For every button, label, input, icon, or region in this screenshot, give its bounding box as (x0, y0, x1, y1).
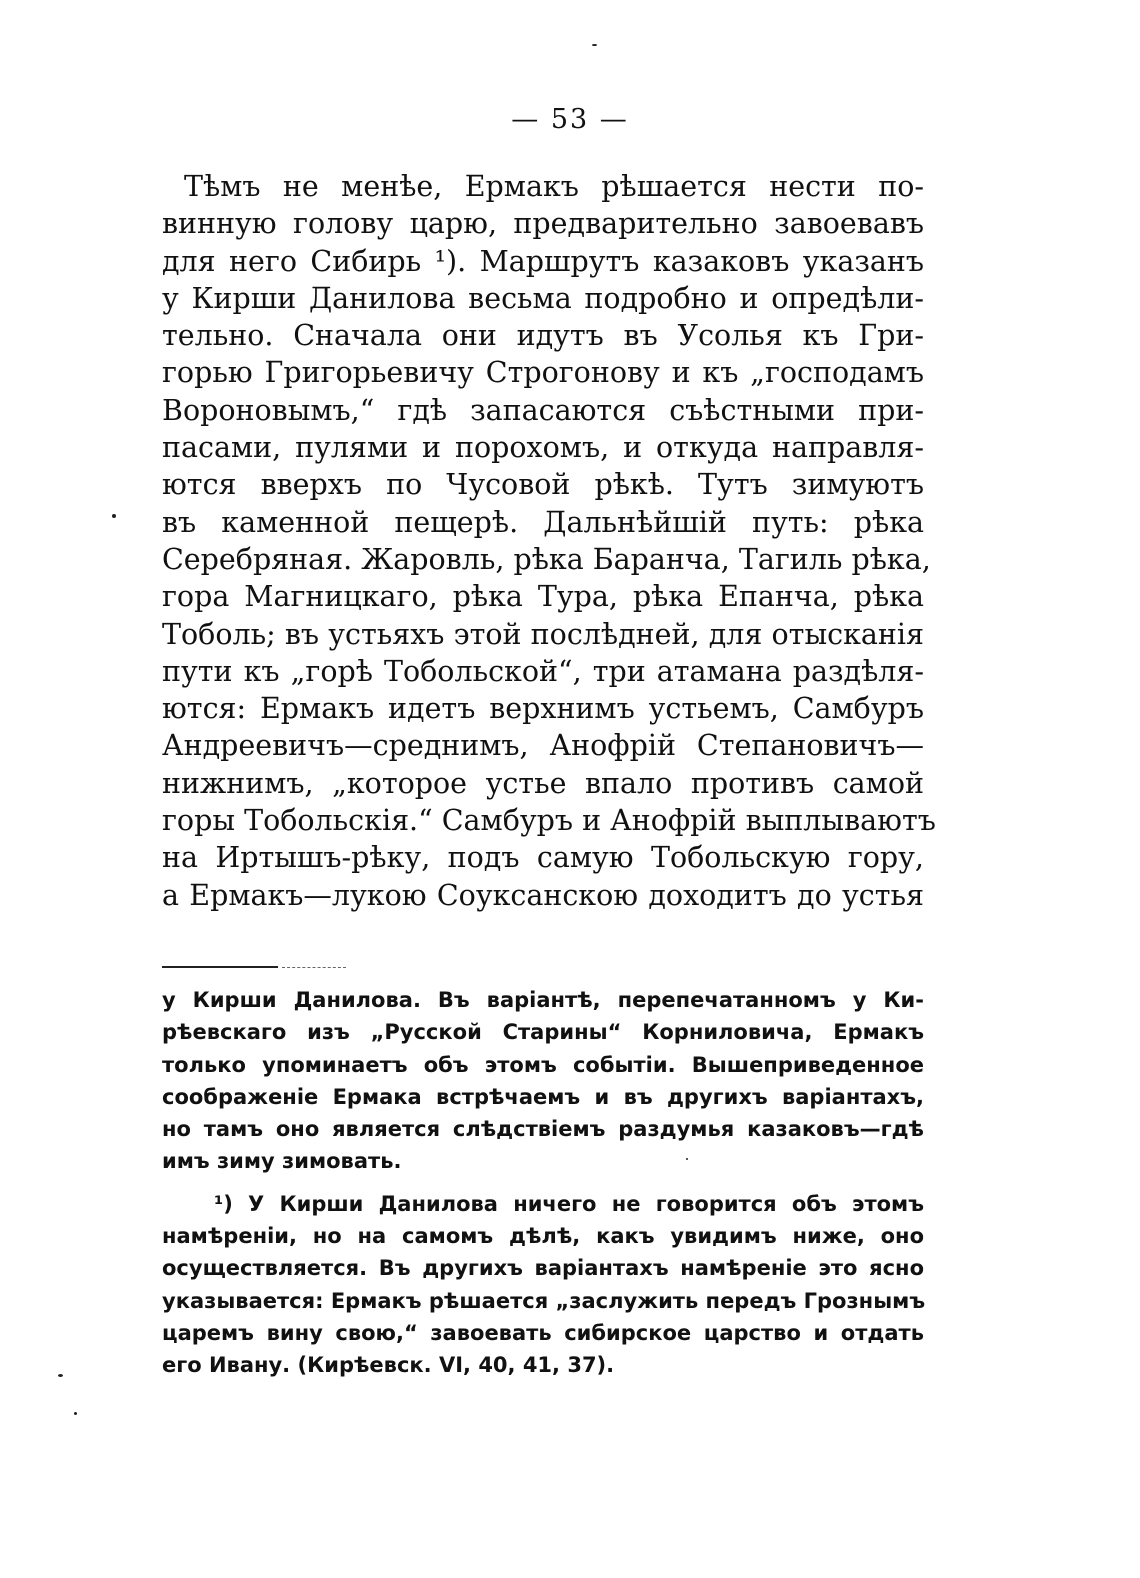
text-line: на Иртышъ-рѣку, подъ самую Тобольскую гору, (162, 841, 924, 875)
footnote-line: его Ивану. (Кирѣевск. VI, 40, 41, 37). (162, 1353, 615, 1378)
text-line: Андреевичъ—среднимъ, Анофрій Степановичъ— (162, 729, 924, 763)
text-line: Вороновымъ,“ гдѣ запасаются съѣстными при- (162, 393, 924, 427)
text-line: а Ермакъ—лукою Соуксанскою доходитъ до устья (162, 878, 924, 912)
scan-speck (592, 44, 597, 46)
footnote-line: соображеніе Ермака встрѣчаемъ и въ другихъ варіантахъ, (162, 1084, 924, 1109)
text-line: въ каменной пещерѣ. Дальнѣйшій путь: рѣка (162, 505, 924, 539)
footnote-line: осуществляется. Въ другихъ варіантахъ намѣреніе это ясно (162, 1256, 924, 1281)
scan-speck (112, 514, 116, 518)
footnotes (162, 984, 924, 1382)
text-line: у Кирши Данилова весьма подробно и опредѣли- (162, 281, 924, 315)
footnote-line: рѣевскаго изъ „Русской Старины“ Корниловича, Ермакъ (162, 1020, 924, 1045)
footnote-continued (162, 984, 924, 1178)
footnote-line: царемъ вину свою,“ завоевать сибирское царство и отдать (162, 1320, 924, 1345)
text-line: ются: Ермакъ идетъ верхнимъ устьемъ, Самбуръ (162, 692, 924, 726)
footnote-line: намѣреніи, но на самомъ дѣлѣ, какъ увидимъ ниже, оно (162, 1224, 924, 1249)
scan-speck (686, 1158, 688, 1160)
footnote-line: у Кирши Данилова. Въ варіантѣ, перепечатанномъ у Ки- (162, 988, 924, 1012)
page-number: — 53 — (511, 104, 629, 135)
text-line: винную голову царю, предварительно завоевавъ (162, 207, 924, 241)
footnote-line: имъ зиму зимовать. (162, 1149, 402, 1174)
text-line: для него Сибирь ¹). Маршрутъ казаковъ указанъ (162, 244, 924, 278)
text-line: ются вверхъ по Чусовой рѣкѣ. Тутъ зимуютъ (162, 468, 924, 502)
text-line: пути къ „горѣ Тобольской“, три атамана раздѣля- (162, 654, 924, 688)
text-line: горы Тобольскія.“ Самбуръ и Анофрій выплываютъ (162, 804, 936, 838)
footnote-rule-tail (282, 967, 346, 968)
main-text (162, 168, 936, 914)
footnote-line: указывается: Ермакъ рѣшается „заслужить передъ Грознымъ (162, 1288, 926, 1313)
text-line: Тѣмъ не менѣе, Ермакъ рѣшается нести по- (184, 170, 924, 203)
text-line: Серебряная. Жаровль, рѣка Баранча, Тагиль рѣка, (162, 542, 931, 576)
footnote-1 (162, 1188, 924, 1382)
scan-speck (58, 1374, 63, 1377)
footnote-line: но тамъ оно является слѣдствіемъ раздумья казаковъ—гдѣ (162, 1117, 924, 1142)
footnote-rule (162, 966, 278, 968)
text-line: нижнимъ, „которое устье впало противъ самой (162, 766, 924, 800)
text-line: пасами, пулями и порохомъ, и откуда направля- (162, 431, 924, 465)
footnote-line: только упоминаетъ объ этомъ событіи. Вышеприведенное (162, 1052, 924, 1077)
footnote-line: ¹) У Кирши Данилова ничего не говорится объ этомъ (214, 1191, 924, 1216)
text-line: тельно. Сначала они идутъ въ Усолья къ Гри- (162, 319, 924, 353)
text-line: горью Григорьевичу Строгонову и къ „господамъ (162, 356, 924, 390)
text-line: гора Магницкаго, рѣка Тура, рѣка Епанча, рѣка (162, 580, 924, 614)
scan-speck (74, 1412, 77, 1415)
footnote-gap (162, 1178, 924, 1188)
text-line: Тоболь; въ устьяхъ этой послѣдней, для отысканія (162, 617, 924, 651)
